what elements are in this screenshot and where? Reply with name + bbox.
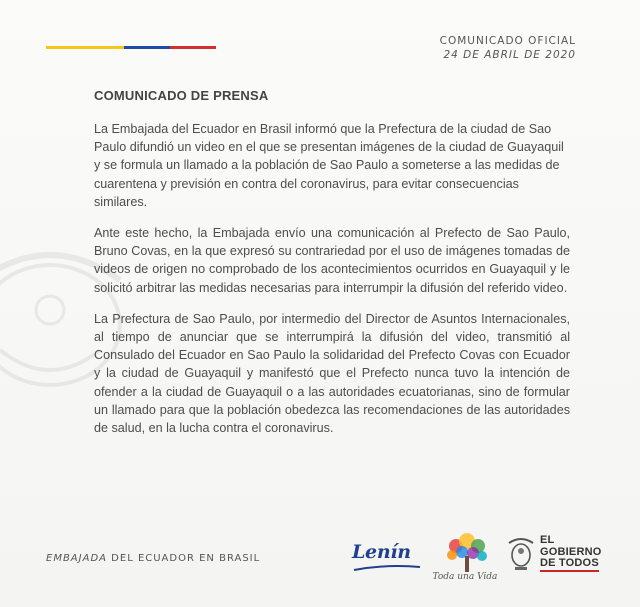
header-date: 24 DE ABRIL DE 2020 — [443, 49, 576, 61]
paragraph-3: La Prefectura de Sao Paulo, por intermedio del Director de Asuntos Internacionales, al tiempo de anunciar que se interrumpirá la difusión del video, transmitió al Consulado del Ecuador en Sao Paulo la solidaridad del Prefecto Covas con Ecuador y la ciudad de Guayaquil y manifestó que el Prefecto nunca tuvo la intención de ofender a la ciudad de Guayaquil o a las autoridades ecuatorianas, sino de formular un llamado para que la población obedezca las recomendaciones de las autoridades de salud, en la lucha contra el coronavirus. — [94, 311, 570, 436]
flag-blue-segment — [124, 46, 170, 49]
flag-yellow-segment — [46, 46, 124, 49]
embassy-name-part2: DEL ECUADOR EN BRASIL — [111, 553, 261, 564]
lenin-swoosh-icon — [352, 564, 422, 572]
gov-logo-line1: EL — [540, 534, 555, 546]
paragraph-1: La Embajada del Ecuador en Brasil informó que la Prefectura de la ciudad de Sao Paulo difundió un video en el que se presentan imágenes de la ciudad de Guayaquil y se formula un llamado a la población de Sao Paulo a someterse a las medidas de cuarentena y previsión en contra del coronavirus, para evitar consecuencias similares. — [94, 122, 564, 209]
flag-red-segment — [170, 46, 216, 49]
header-right — [440, 34, 576, 62]
gov-logo-line3: DE TODOS — [540, 558, 599, 572]
lenin-logo: Lenín — [352, 541, 411, 563]
tree-of-life-logo — [440, 532, 494, 574]
document-body — [94, 120, 570, 450]
tree-logo-caption: Toda una Vida — [432, 572, 498, 582]
ecuador-seal-icon — [505, 535, 537, 573]
flag-color-bar — [46, 46, 216, 49]
paragraph-2: Ante este hecho, la Embajada envío una comunicación al Prefecto de Sao Paulo, Bruno Covas, en la que expresó su contrariedad por el uso de imágenes tomadas de videos de origen no comprobado de los acontecimientos ocurridos en Guayaquil y le solicitó arbitrar las medidas necesarias para interrumpir la difusión del referido video. — [94, 226, 570, 295]
document-title: COMUNICADO DE PRENSA — [94, 88, 269, 103]
gobierno-de-todos-logo — [540, 535, 602, 572]
embassy-name-part1: EMBAJADA — [46, 553, 107, 564]
gov-logo-line2: GOBIERNO — [540, 545, 602, 558]
header-label: COMUNICADO OFICIAL — [439, 35, 576, 47]
embassy-name — [46, 553, 260, 564]
